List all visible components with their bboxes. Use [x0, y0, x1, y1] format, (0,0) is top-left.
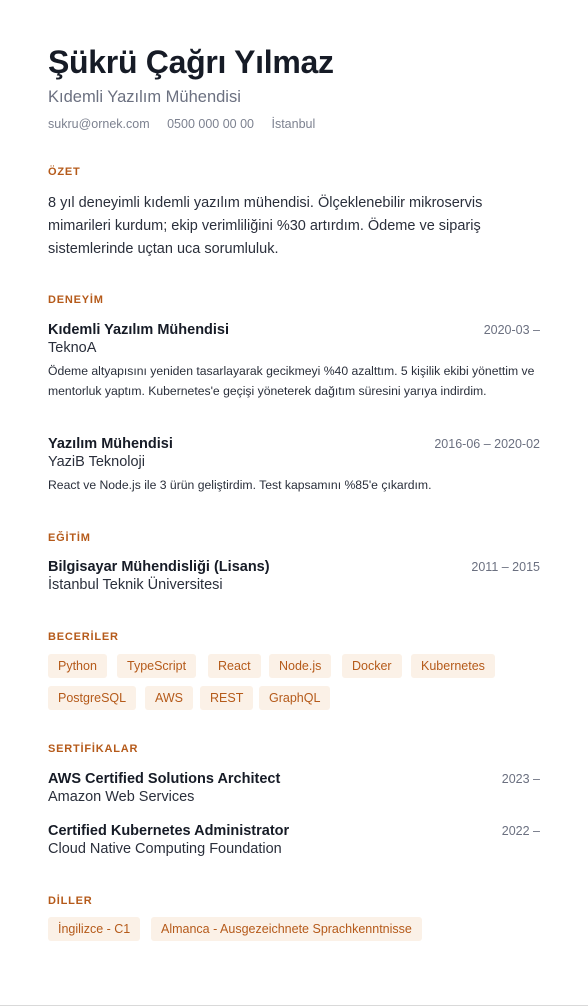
skill-tag: Python	[48, 654, 107, 678]
certificate-entry	[48, 823, 540, 857]
experience-description: React ve Node.js ile 3 ürün geliştirdim. Test kapsamını %85'e çıkardım.	[48, 478, 432, 492]
certificate-entry	[48, 771, 540, 805]
skill-tag: PostgreSQL	[48, 686, 136, 710]
experience-date: 2020-03 –	[483, 323, 540, 337]
section-heading-experience: DENEYİM	[48, 294, 104, 306]
certificate-date: 2023 –	[501, 772, 540, 786]
summary-text: 8 yıl deneyimli kıdemli yazılım mühendisi. Ölçeklenebilir mikroservis mimarileri kurdum; ekip verimliliğini %30 artırdım. Ödeme ve sipariş sistemlerinde uçtan uca sorumluluk.	[48, 195, 483, 257]
skill-tag: GraphQL	[259, 686, 330, 710]
section-heading-summary: ÖZET	[48, 166, 81, 178]
language-tag: İngilizce - C1	[48, 917, 140, 941]
section-heading-languages: DİLLER	[48, 895, 93, 907]
section-heading-education: EĞİTİM	[48, 532, 91, 544]
certificate-issuer: Amazon Web Services	[48, 789, 195, 805]
contact-phone: 0500 000 00 00	[167, 117, 254, 131]
certificate-date: 2022 –	[501, 824, 540, 838]
experience-description: Ödeme altyapısını yeniden tasarlayarak gecikmeyi %40 azalttım. 5 kişilik ekibi yönettim ve mentorluk yaptım. Kubernetes'e geçişi yöneterek dağıtım süresini yarıya indirdim.	[48, 364, 535, 398]
skill-tag: Kubernetes	[411, 654, 495, 678]
education-date: 2011 – 2015	[471, 560, 540, 574]
contact-line	[48, 117, 329, 131]
section-heading-skills: BECERİLER	[48, 631, 119, 643]
contact-email: sukru@ornek.com	[48, 117, 150, 131]
experience-company: YaziB Teknoloji	[48, 454, 145, 470]
education-degree: Bilgisayar Mühendisliği (Lisans)	[48, 559, 270, 575]
experience-company: TeknoA	[48, 340, 97, 356]
skill-tag: Docker	[342, 654, 402, 678]
certificate-issuer: Cloud Native Computing Foundation	[48, 841, 282, 857]
education-entry	[48, 559, 540, 593]
experience-entry	[48, 322, 540, 401]
experience-date: 2016-06 – 2020-02	[434, 437, 540, 451]
experience-title: Yazılım Mühendisi	[48, 436, 173, 452]
job-title: Kıdemli Yazılım Mühendisi	[48, 88, 241, 106]
skill-tag: React	[208, 654, 261, 678]
contact-city: İstanbul	[271, 117, 316, 131]
skill-tag: AWS	[145, 686, 193, 710]
skill-tag: REST	[200, 686, 253, 710]
education-school: İstanbul Teknik Üniversitesi	[48, 577, 223, 593]
language-tag: Almanca - Ausgezeichnete Sprachkenntnisse	[151, 917, 422, 941]
skill-tag: Node.js	[269, 654, 331, 678]
certificate-name: AWS Certified Solutions Architect	[48, 771, 281, 787]
skill-tag: TypeScript	[117, 654, 196, 678]
experience-title: Kıdemli Yazılım Mühendisi	[48, 322, 230, 338]
person-name: Şükrü Çağrı Yılmaz	[48, 44, 334, 80]
certificate-name: Certified Kubernetes Administrator	[48, 823, 290, 839]
experience-entry	[48, 436, 540, 496]
section-heading-certificates: SERTİFİKALAR	[48, 743, 139, 755]
